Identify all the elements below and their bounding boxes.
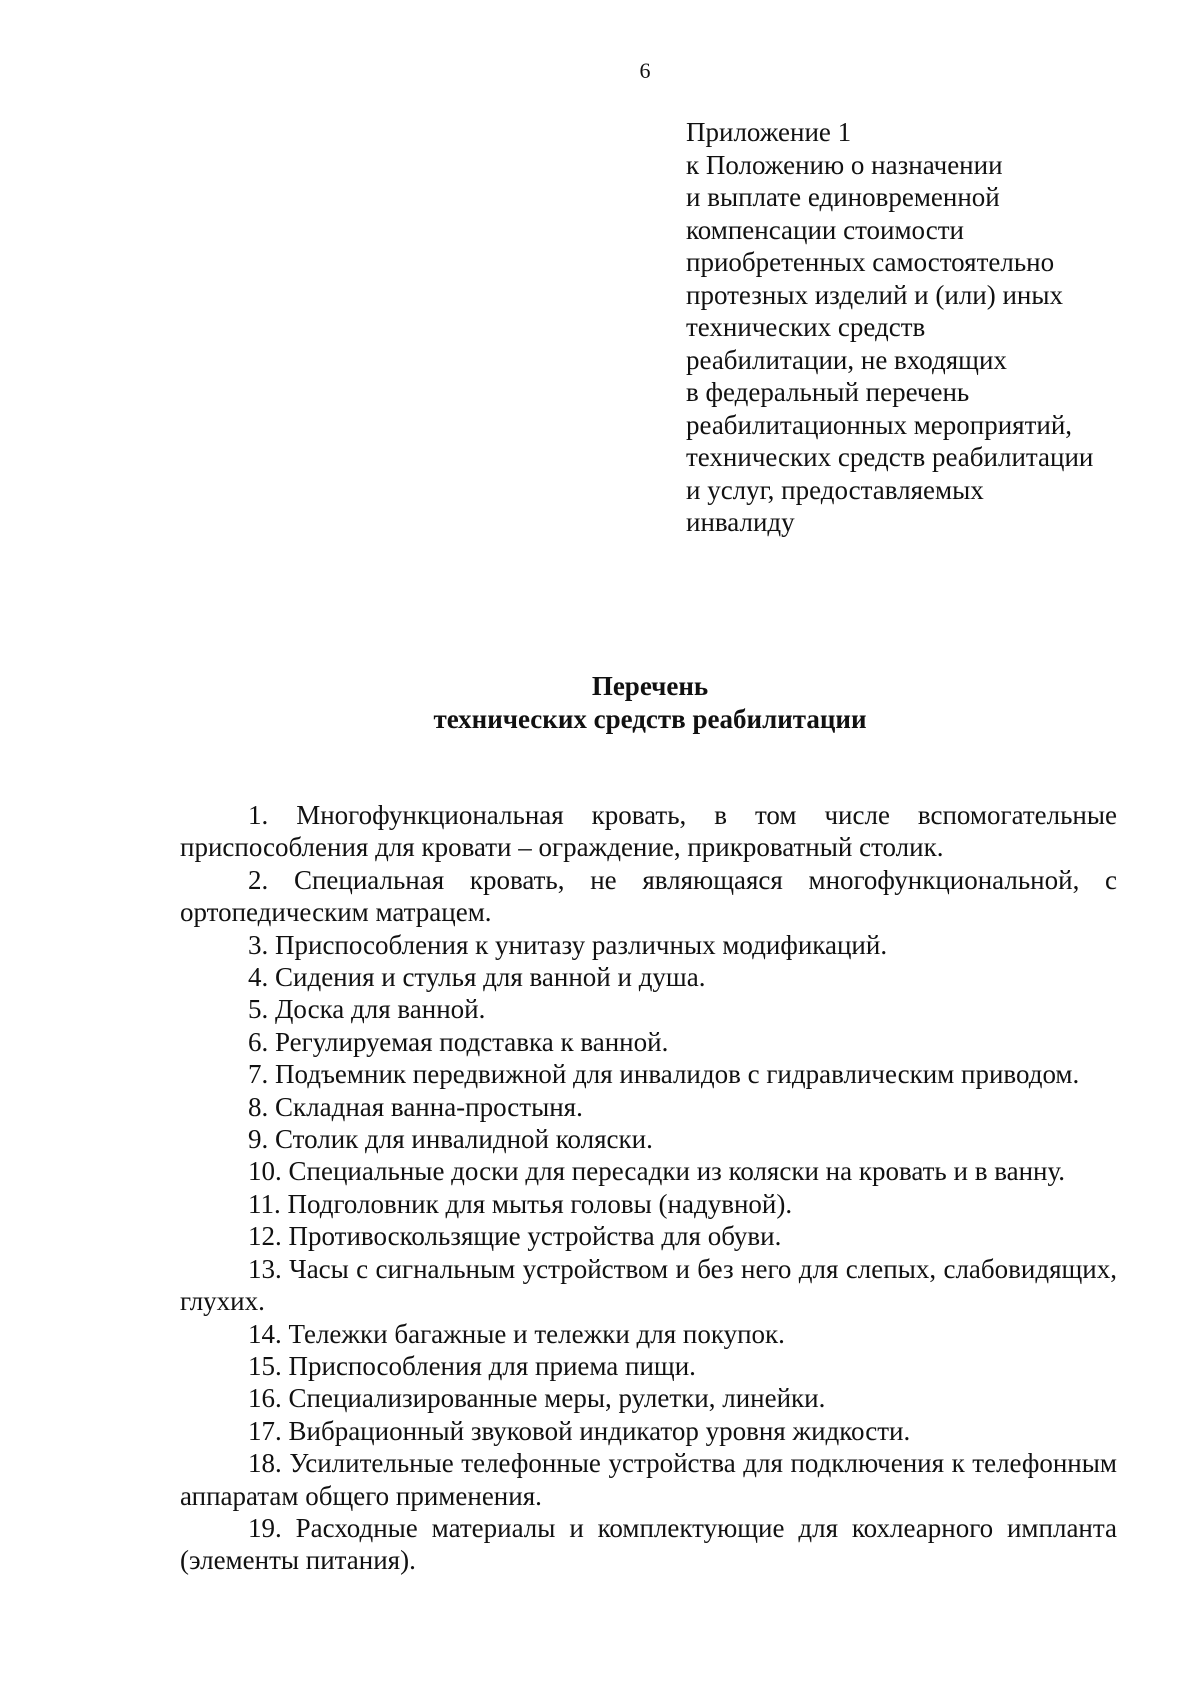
list-item: 17. Вибрационный звуковой индикатор уровня жидкости. (248, 1415, 911, 1446)
list-item: 13. Часы с сигнальным устройством и без него для слепых, слабовидящих, глухих. (180, 1253, 1117, 1317)
list-item: 14. Тележки багажные и тележки для покупок. (248, 1318, 785, 1349)
list-item: 12. Противоскользящие устройства для обуви. (248, 1221, 782, 1252)
appendix-line: и выплате единовременной (686, 182, 1000, 212)
appendix-line: компенсации стоимости (686, 214, 964, 245)
list-item: 8. Складная ванна-простыня. (248, 1091, 583, 1122)
list-item: 2. Специальная кровать, не являющаяся многофункциональной, с ортопедическим матрацем. (180, 864, 1117, 928)
appendix-header (686, 116, 1156, 539)
appendix-line: технических средств реабилитации (686, 442, 1094, 472)
rehabilitation-means-list (180, 799, 1117, 1577)
list-item: 3. Приспособления к унитазу различных модификаций. (248, 929, 888, 960)
document-title (180, 670, 1120, 736)
list-item: 5. Доска для ванной. (248, 994, 486, 1025)
appendix-line: инвалиду (686, 507, 795, 537)
list-item: 7. Подъемник передвижной для инвалидов с гидравлическим приводом. (248, 1059, 1080, 1090)
list-item: 9. Столик для инвалидной коляски. (248, 1124, 653, 1155)
list-item: 19. Расходные материалы и комплектующие для кохлеарного импланта (элементы питания). (180, 1512, 1117, 1576)
list-item: 16. Специализированные меры, рулетки, линейки. (248, 1383, 826, 1414)
list-item: 11. Подголовник для мытья головы (надувной). (248, 1188, 793, 1219)
page-number: 6 (639, 58, 651, 83)
list-item: 15. Приспособления для приема пищи. (248, 1350, 696, 1381)
appendix-line: протезных изделий и (или) иных (686, 279, 1064, 310)
appendix-line: к Положению о назначении (686, 149, 1003, 180)
list-item: 4. Сидения и стулья для ванной и душа. (248, 962, 706, 993)
list-item: 10. Специальные доски для пересадки из коляски на кровать и в ванну. (248, 1156, 1066, 1187)
appendix-line: приобретенных самостоятельно (686, 247, 1055, 277)
appendix-line: реабилитационных мероприятий, (686, 409, 1073, 440)
title-line-2: технических средств реабилитации (433, 704, 867, 734)
list-item: 6. Регулируемая подставка к ванной. (248, 1026, 669, 1057)
appendix-line: Приложение 1 (686, 117, 852, 147)
appendix-line: технических средств (686, 312, 926, 342)
appendix-line: и услуг, предоставляемых (686, 474, 984, 505)
title-line-1: Перечень (591, 671, 709, 701)
list-item: 18. Усилительные телефонные устройства для подключения к телефонным аппаратам общего применения. (180, 1448, 1117, 1511)
appendix-line: в федеральный перечень (686, 377, 970, 407)
appendix-line: реабилитации, не входящих (686, 344, 1007, 375)
list-item: 1. Многофункциональная кровать, в том числе вспомогательные приспособления для кровати – ограждение, прикроватный столик. (180, 800, 1117, 863)
